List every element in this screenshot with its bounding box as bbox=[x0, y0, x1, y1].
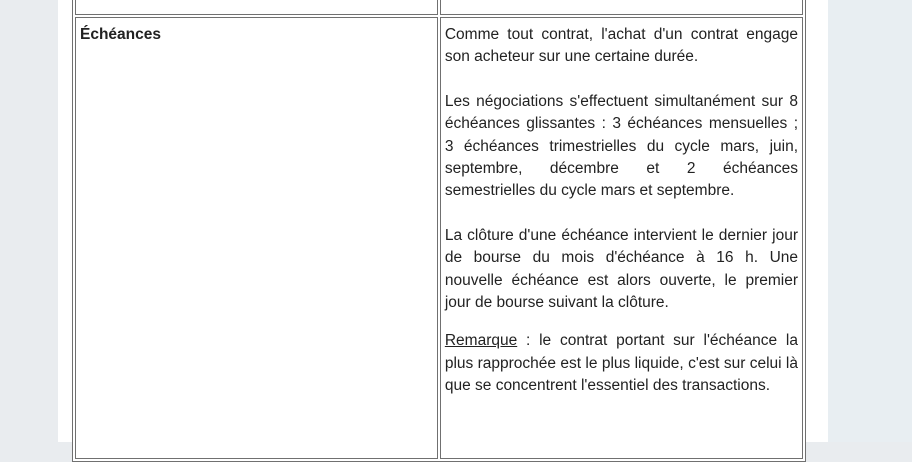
table-row bbox=[75, 17, 803, 459]
remark-text: : le contrat portant sur l'échéance la plus rapprochée est le plus liquide, c'est sur celui là que se concentrent l'essentiel des transactions. bbox=[444, 332, 798, 395]
table-cell-empty-right bbox=[440, 0, 803, 15]
remark-label: Remarque bbox=[444, 332, 518, 350]
paragraph-remark bbox=[445, 330, 798, 397]
table-row bbox=[75, 0, 803, 15]
paragraph-closing: La clôture d'une échéance intervient le dernier jour de bourse du mois d'échéance à 16 h. Une nouvelle échéance est alors ouverte, le premier jour de bourse suivant la clôture. bbox=[444, 226, 798, 312]
row-label: Échéances bbox=[75, 17, 438, 459]
right-gutter bbox=[828, 0, 912, 442]
paragraph-duration: Comme tout contrat, l'achat d'un contrat engage son acheteur sur une certaine durée. bbox=[444, 26, 798, 66]
paragraph-negotiations: Les négociations s'effectuent simultanément sur 8 échéances glissantes : 3 échéances mensuelles ; 3 échéances trimestrielles du cycle mars, juin, septembre, décembre et 2 échéances semestrielles du cycle mars et septembre. bbox=[444, 92, 798, 200]
table-cell-empty-left bbox=[75, 0, 438, 15]
info-table bbox=[72, 0, 806, 462]
row-description bbox=[440, 17, 803, 459]
